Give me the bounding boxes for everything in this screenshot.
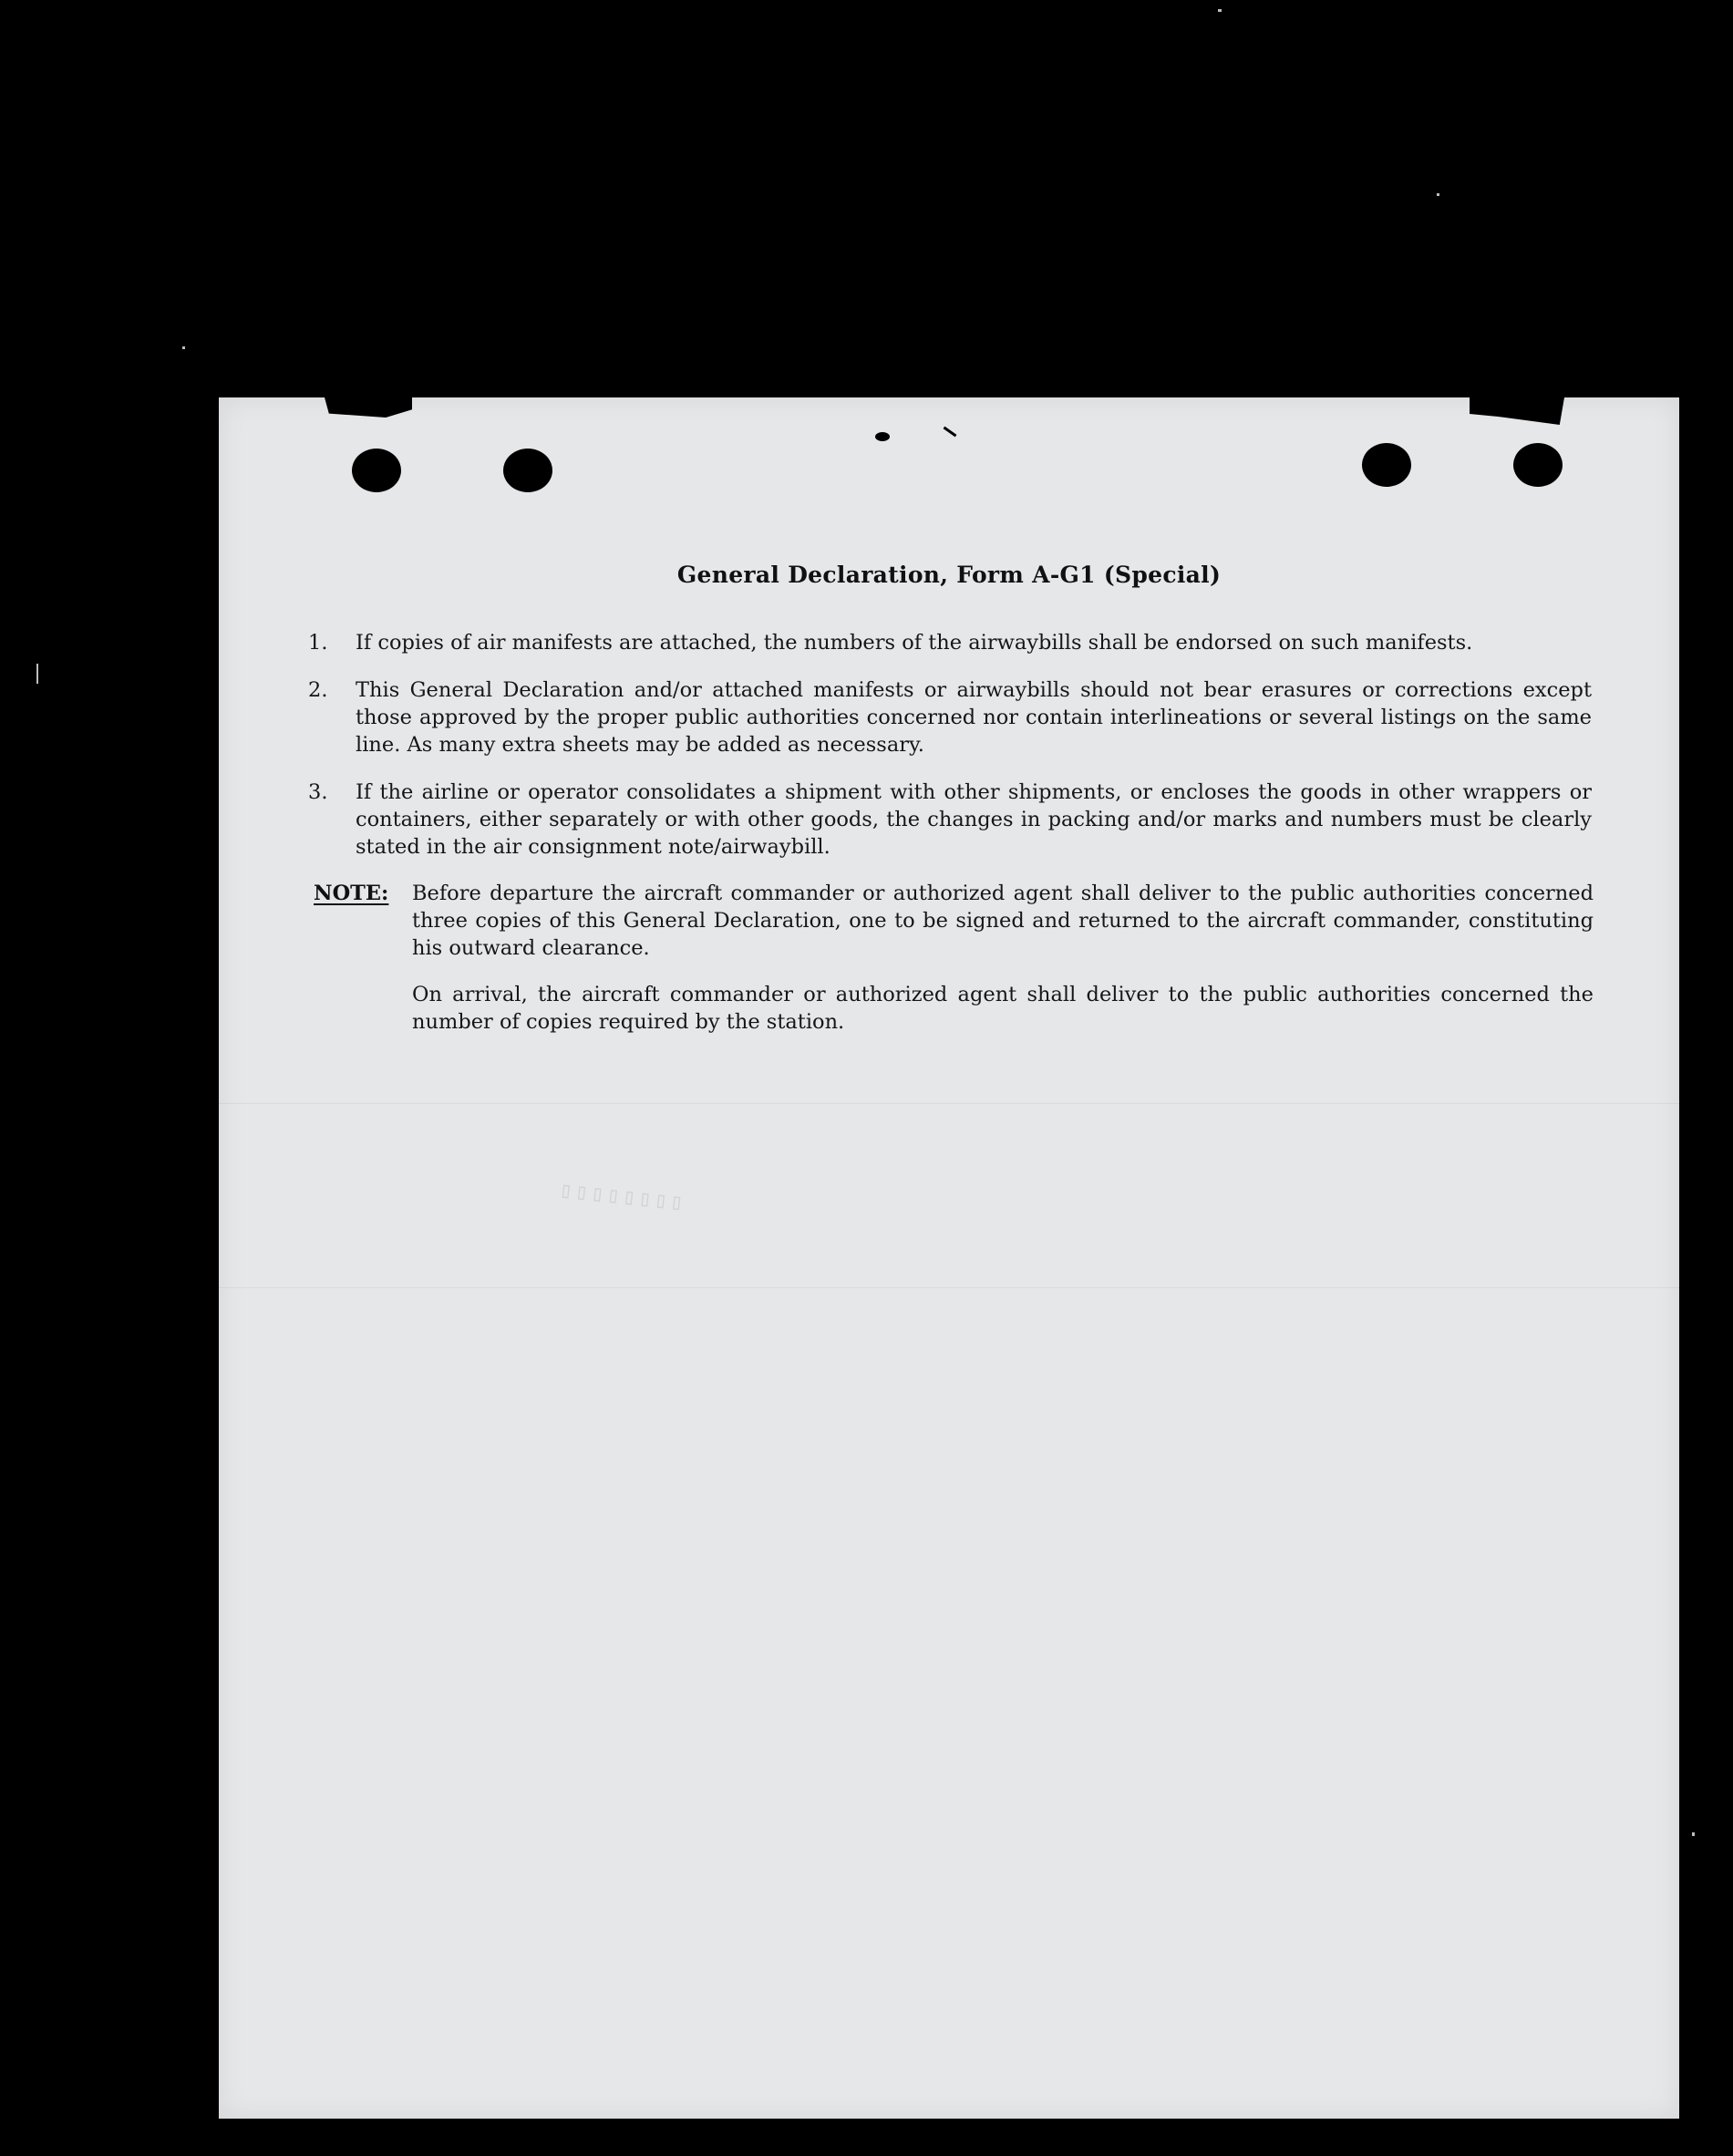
punch-hole xyxy=(352,449,401,492)
instruction-item xyxy=(308,676,1592,760)
scan-speck xyxy=(1692,1832,1695,1836)
note-paragraph: On arrival, the aircraft commander or authorized agent shall deliver to the public authorities concerned the number of copies required by the station. xyxy=(412,983,1594,1034)
item-text: This General Declaration and/or attached manifests or airwaybills should not bear erasures or corrections except those approved by the proper public authorities concerned nor contain interlineations or several listings on the same line. As many extra sheets may be added as necessary. xyxy=(356,678,1592,757)
faded-stamp-bleedthrough: ▯▯▯▯▯▯▯▯ xyxy=(554,1179,685,1219)
scan-speck xyxy=(1437,193,1439,196)
top-edge-tear-left xyxy=(325,397,412,418)
item-number: 2. xyxy=(308,678,328,702)
punch-hole xyxy=(1513,443,1563,487)
paper-mark xyxy=(875,432,890,441)
item-number: 3. xyxy=(308,780,328,804)
scan-speck xyxy=(1218,9,1222,12)
paper-mark xyxy=(944,427,957,438)
fold-crease xyxy=(219,1287,1679,1288)
item-number: 1. xyxy=(308,631,328,655)
item-text: If copies of air manifests are attached, the numbers of the airwaybills shall be endorsed on such manifests. xyxy=(356,631,1473,655)
fold-crease xyxy=(219,1103,1679,1104)
scan-speck xyxy=(36,664,38,684)
item-text: If the airline or operator consolidates a shipment with other shipments, or encloses the goods in other wrappers or containers, either separately or with other goods, the changes in packing and/or marks and numbers must be clearly stated in the air consignment note/airwaybill. xyxy=(356,780,1592,859)
note-label: NOTE: xyxy=(314,882,389,905)
punch-hole xyxy=(1362,443,1411,487)
punch-hole xyxy=(503,449,552,492)
instruction-item xyxy=(308,779,1592,862)
page-title: General Declaration, Form A-G1 (Special) xyxy=(676,562,1222,588)
scan-speck xyxy=(182,346,185,349)
instruction-item xyxy=(308,629,1592,658)
note-paragraph: Before departure the aircraft commander or authorized agent shall deliver to the public authorities concerned three copies of this General Declaration, one to be signed and returned to the aircraft commander, constituting his outward clearance. xyxy=(412,882,1594,960)
document-page xyxy=(219,397,1679,2119)
top-edge-tear-right xyxy=(1470,397,1564,425)
